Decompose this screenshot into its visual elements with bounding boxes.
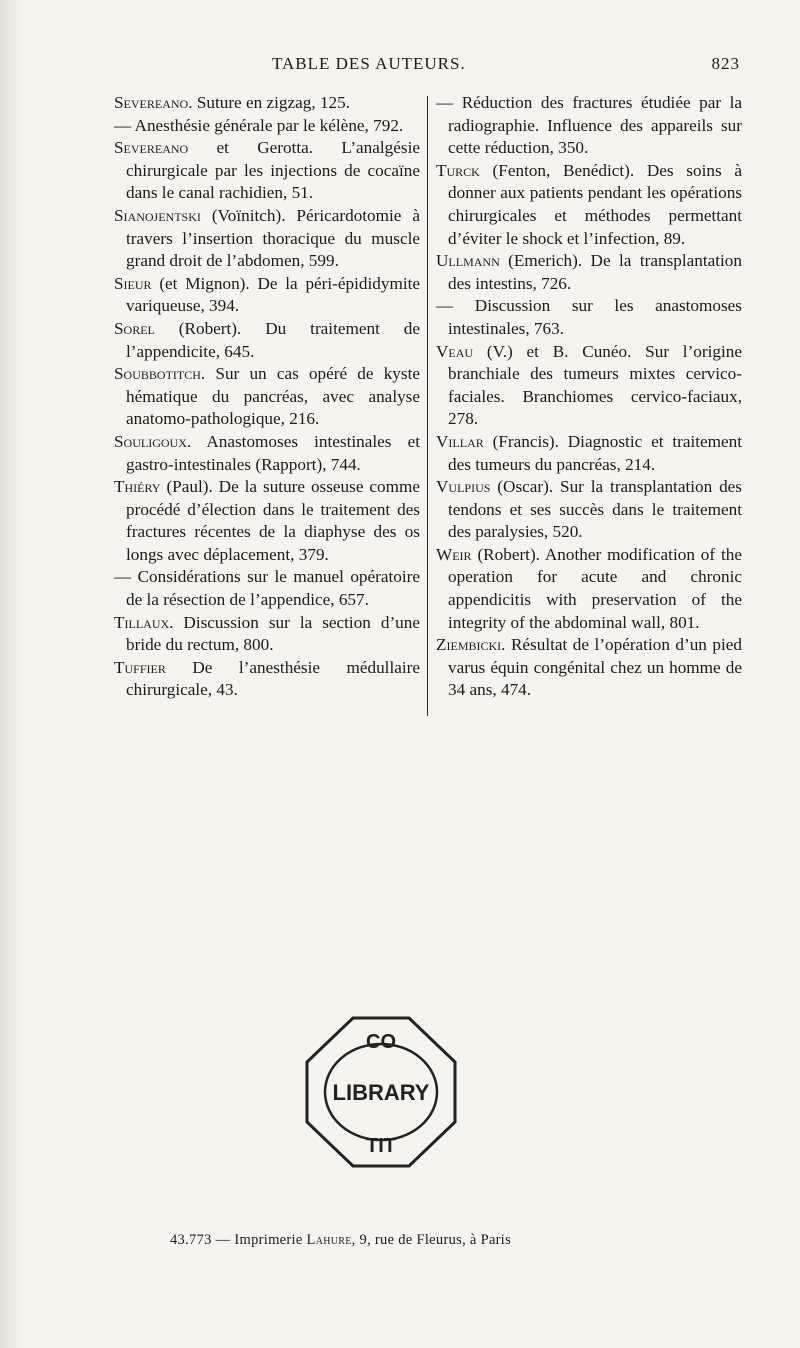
entry-text: et Gerotta. L’analgésie chirurgicale par les injections de cocaïne dans le canal rachidien, 51. (126, 138, 420, 203)
author-name: Soubbotitch. (114, 364, 206, 384)
author-name: Souligoux. (114, 431, 192, 451)
imprint-address: 9, rue de Fleurus, à Paris (359, 1232, 512, 1248)
index-entry (436, 341, 742, 431)
index-entry (114, 657, 420, 702)
author-name: Turck (436, 160, 480, 180)
index-entry (436, 431, 742, 476)
index-entry (436, 634, 742, 702)
author-name: Ullmann (436, 251, 500, 271)
entry-text: — Réduction des fractures étudiée par la radiographie. Influence des appareils sur cette réduction, 350. (436, 93, 742, 158)
page-number: 823 (711, 54, 740, 73)
entry-text: (V.) et B. Cunéo. Sur l’origine branchiale des tumeurs mixtes cervico-faciales. Branchiomes cervico-faciaux, 278. (448, 341, 742, 429)
index-entry (436, 476, 742, 544)
index-entry (114, 205, 420, 273)
entry-text: (Francis). Diagnostic et traitement des tumeurs du pancréas, 214. (448, 431, 742, 474)
imprint-printer: Imprimerie (234, 1232, 303, 1248)
index-entry (436, 295, 742, 340)
index-entry (436, 160, 742, 250)
left-column (114, 92, 420, 702)
index-entry (114, 612, 420, 657)
index-entry (436, 544, 742, 634)
author-name: Sorel (114, 318, 155, 338)
index-entry (114, 363, 420, 431)
imprint-printer-name: Lahure, (306, 1232, 356, 1248)
author-name: Severeano (114, 138, 189, 158)
printer-imprint (170, 1232, 690, 1249)
author-name: Severeano. (114, 93, 193, 112)
entry-text: Suture en zigzag, 125. (192, 93, 351, 112)
author-name: Tuffier (114, 657, 166, 677)
entry-text: Discussion sur la section d’une bride du rectum, 800. (126, 612, 420, 655)
svg-text:LIBRARY: LIBRARY (332, 1080, 430, 1105)
index-entry (114, 318, 420, 363)
entry-text: De l’anesthésie médullaire chirurgicale, 43. (126, 657, 420, 700)
author-name: Thiéry (114, 477, 161, 497)
svg-text:TIT: TIT (366, 1135, 396, 1157)
page-edge (0, 0, 22, 1348)
author-name: Sieur (114, 273, 152, 293)
author-name: Vulpius (436, 477, 491, 497)
index-entry (114, 566, 420, 611)
imprint-code: 43.773 (170, 1232, 212, 1248)
entry-text: (Robert). Another modification of the operation for acute and chronic appendicitis with preservation of the integrity of the abdominal wall, 801. (448, 544, 742, 632)
author-name: Villar (436, 431, 484, 451)
index-entry (436, 92, 742, 160)
imprint-dash: — (215, 1232, 231, 1248)
entry-text: (Voïnitch). Péricardotomie à travers l’insertion thoracique du muscle grand droit de l’abdomen, 599. (126, 205, 420, 271)
index-entry (114, 137, 420, 205)
author-name: Veau (436, 341, 474, 361)
library-stamp (297, 1012, 465, 1172)
entry-text: — Considérations sur le manuel opératoire de la résection de l’appendice, 657. (114, 567, 420, 610)
index-entry (114, 273, 420, 318)
page-title: TABLE DES AUTEURS. (272, 54, 466, 73)
entry-text: Anastomoses intestinales et gastro-intestinales (Rapport), 744. (126, 431, 420, 474)
entry-text: Sur un cas opéré de kyste hématique du pancréas, avec analyse anatomo-pathologique, 216. (126, 364, 420, 429)
author-name: Tillaux. (114, 612, 174, 632)
entry-text: (Paul). De la suture osseuse comme procédé d’élection dans le traitement des fractures récentes de la diaphyse des os longs avec déplacement, 379. (126, 477, 420, 564)
entry-text: Résultat de l’opération d’un pied varus équin congénital chez un homme de 34 ans, 474. (448, 635, 742, 700)
entry-text: — Discussion sur les anastomoses intestinales, 763. (436, 296, 742, 338)
entry-text: (Robert). Du traitement de l’appendicite, 645. (126, 318, 420, 361)
index-entry (114, 92, 420, 115)
entry-text: (Oscar). Sur la transplantation des tendons et ses succès dans le traitement des paralysies, 520. (448, 477, 742, 542)
index-entry (436, 250, 742, 295)
column-rule (427, 96, 428, 716)
right-column (436, 92, 742, 702)
entry-text: — Anesthésie générale par le kélène, 792. (114, 115, 404, 135)
entry-text: (et Mignon). De la péri-épididymite variqueuse, 394. (126, 273, 420, 316)
entry-text: (Emerich). De la transplantation des intestins, 726. (448, 251, 742, 293)
author-name: Sianojentski (114, 205, 201, 225)
index-entry (114, 115, 420, 138)
author-name: Ziembicki. (436, 635, 506, 655)
index-entry (114, 476, 420, 566)
index-entry (114, 431, 420, 476)
entry-text: (Fenton, Benédict). Des soins à donner aux patients pendant les opérations chirurgicales et méthodes permettant d’éviter le shock et l’infection, 89. (448, 160, 742, 248)
svg-text:CO: CO (366, 1031, 396, 1053)
author-name: Weir (436, 544, 472, 564)
